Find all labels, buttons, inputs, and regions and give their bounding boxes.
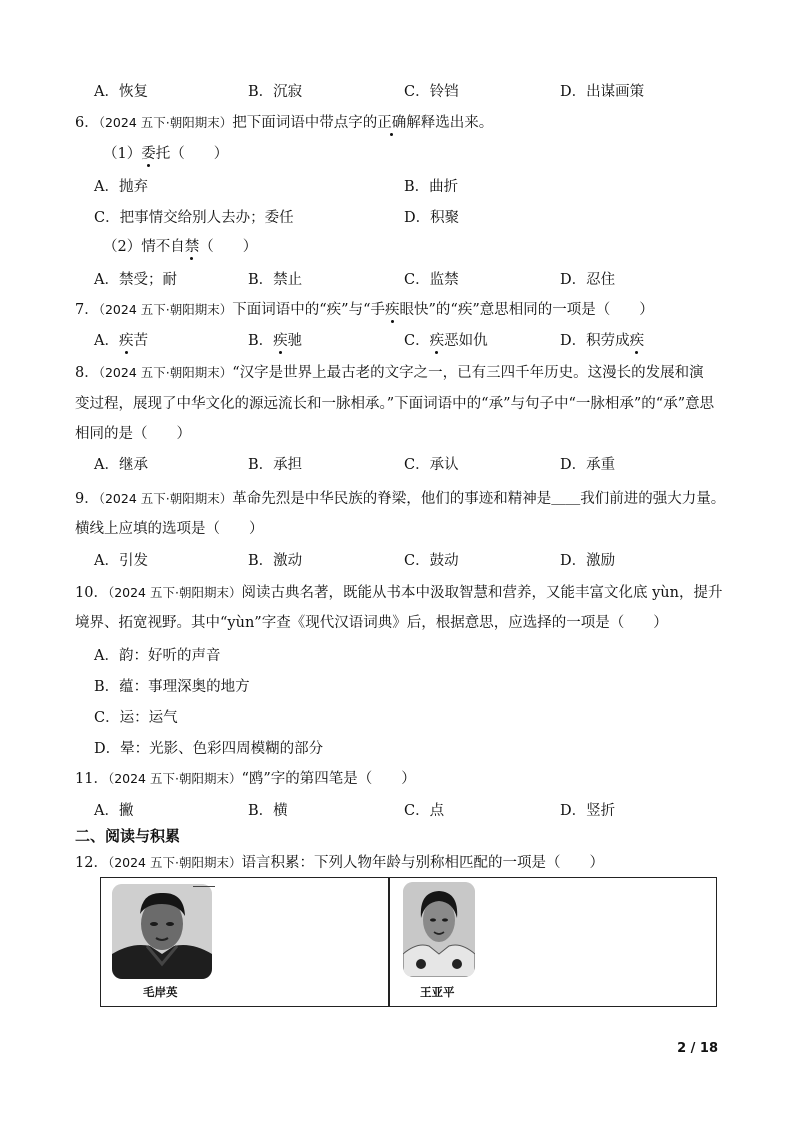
q7-option-b: B．疾驰 <box>248 333 303 349</box>
q9-option-c: C．鼓动 <box>404 553 459 569</box>
q6-sub2-option-a: A．禁受；耐 <box>94 272 177 288</box>
q6-sub1-stem <box>103 145 228 163</box>
q10-stem-line2: 境界、拓宽视野。其中“yùn”字查《现代汉语词典》后，根据意思，应选择的一项是（ ） <box>75 615 668 631</box>
portrait-photo-1 <box>112 884 212 979</box>
q12-image-table <box>100 877 717 1007</box>
q9-option-b: B．激动 <box>248 553 303 569</box>
q7-source-tag: （2024 五下·朝阳期末） <box>98 302 233 317</box>
q7-option-c: C．疾恶如仇 <box>404 333 488 349</box>
q6-sub1-option-a: A．抛弃 <box>94 179 148 195</box>
q11-option-b: B．横 <box>248 803 288 819</box>
q8-option-c: C．承认 <box>404 457 459 473</box>
q9-number: 9． <box>75 491 99 507</box>
q6-sub1-label: （1） <box>103 146 142 162</box>
q7-stem <box>75 301 654 319</box>
page-number: 2 / 18 <box>677 1041 718 1056</box>
q6-text-a: 把下面词语中带点字的 <box>232 115 378 131</box>
q6-dotted-word: 正确 <box>377 115 407 131</box>
q9-option-d: D．激励 <box>560 553 616 569</box>
q12-source-tag: （2024 五下·朝阳期末） <box>107 855 242 870</box>
q6-number: 6． <box>75 115 99 131</box>
q9-source-tag: （2024 五下·朝阳期末） <box>98 491 233 506</box>
caption-1: 毛岸英 <box>143 985 178 999</box>
q6-sub1-option-c: C．把事情交给别人去办；委任 <box>94 210 294 226</box>
q6-sub2-dotted: 禁 <box>184 239 200 255</box>
q6-sub2-option-b: B．禁止 <box>248 272 303 288</box>
q7-text-b: 眼快”的“疾”意思相同的一项是（ ） <box>399 302 654 318</box>
q7-option-a: A．疾苦 <box>94 333 148 349</box>
q5-option-c: C．铃铛 <box>404 84 459 100</box>
q8-stem-line3: 相同的是（ ） <box>75 426 191 442</box>
q8-option-d: D．承重 <box>560 457 616 473</box>
q8-text-line1: “汉字是世界上最古老的文字之一，已有三四千年历史。这漫长的发展和演 <box>232 365 704 381</box>
q9-text-line1: 革命先烈是中华民族的脊梁，他们的事迹和精神是＿＿我们前进的强大力量。 <box>232 491 726 507</box>
q6-sub2-label: （2）情不自 <box>103 239 185 255</box>
q6-source-tag: （2024 五下·朝阳期末） <box>98 115 233 130</box>
q6-sub1-option-b: B．曲折 <box>404 179 459 195</box>
q6-sub2-blank: （ ） <box>199 239 258 255</box>
q10-source-tag: （2024 五下·朝阳期末） <box>107 585 242 600</box>
q7-text-a: 下面词语中的“疾”与“手 <box>232 302 385 318</box>
q11-option-a: A．撇 <box>94 803 134 819</box>
q10-text-line1: 阅读古典名著，既能从书本中汲取智慧和营养，又能丰富文化底 yùn，提升 <box>241 585 723 601</box>
portrait-photo-2 <box>403 882 475 977</box>
q10-option-a: A．韵：好听的声音 <box>94 648 221 664</box>
q6-sub1-option-d: D．积聚 <box>404 210 460 226</box>
q10-option-d: D．晕：光影、色彩四周模糊的部分 <box>94 741 324 757</box>
q6-sub1-dotted: 委 <box>141 146 156 162</box>
q11-text: “鸥”字的第四笔是（ ） <box>241 771 416 787</box>
astronaut-portrait-image <box>403 882 475 977</box>
photo-mark-line <box>193 886 215 887</box>
q6-sub2-option-c: C．监禁 <box>404 272 459 288</box>
q5-option-b: B．沉寂 <box>248 84 303 100</box>
q8-source-tag: （2024 五下·朝阳期末） <box>98 365 233 380</box>
q9-stem-line1 <box>75 490 725 508</box>
q8-number: 8． <box>75 365 99 381</box>
q11-option-c: C．点 <box>404 803 445 819</box>
q6-sub1-blank: 托（ ） <box>155 146 229 162</box>
q6-sub2-option-d: D．忍住 <box>560 272 616 288</box>
caption-2: 王亚平 <box>420 985 455 999</box>
q12-stem <box>75 854 604 872</box>
table-divider <box>388 878 390 1006</box>
q8-stem-line2: 变过程，展现了中华文化的源远流长和一脉相承。”下面词语中的“承”与句子中“一脉相承”的“承”意思 <box>75 396 715 412</box>
q11-number: 11． <box>75 771 108 787</box>
q8-option-b: B．承担 <box>248 457 303 473</box>
q5-option-d: D．出谋画策 <box>560 84 645 100</box>
q12-text: 语言积累：下列人物年龄与别称相匹配的一项是（ ） <box>241 855 604 871</box>
q9-option-a: A．引发 <box>94 553 148 569</box>
q12-number: 12． <box>75 855 108 871</box>
q9-stem-line2: 横线上应填的选项是（ ） <box>75 521 264 537</box>
q11-stem <box>75 770 416 788</box>
q6-stem <box>75 114 493 132</box>
q10-number: 10． <box>75 585 108 601</box>
q6-sub2-stem <box>103 238 257 256</box>
section-heading: 二、阅读与积累 <box>75 827 181 845</box>
q11-option-d: D．竖折 <box>560 803 616 819</box>
soldier-portrait-image <box>112 884 212 979</box>
q10-option-c: C．运：运气 <box>94 710 178 726</box>
q10-stem-line1 <box>75 584 722 602</box>
q7-option-d: D．积劳成疾 <box>560 333 645 349</box>
q6-text-b: 解释选出来。 <box>406 115 494 131</box>
q5-option-a: A．恢复 <box>94 84 148 100</box>
q7-dotted-char: 疾 <box>385 302 400 318</box>
q11-source-tag: （2024 五下·朝阳期末） <box>107 771 242 786</box>
q7-number: 7． <box>75 302 99 318</box>
q8-stem-line1 <box>75 364 704 382</box>
q8-option-a: A．继承 <box>94 457 148 473</box>
q10-option-b: B．蕴：事理深奥的地方 <box>94 679 250 695</box>
